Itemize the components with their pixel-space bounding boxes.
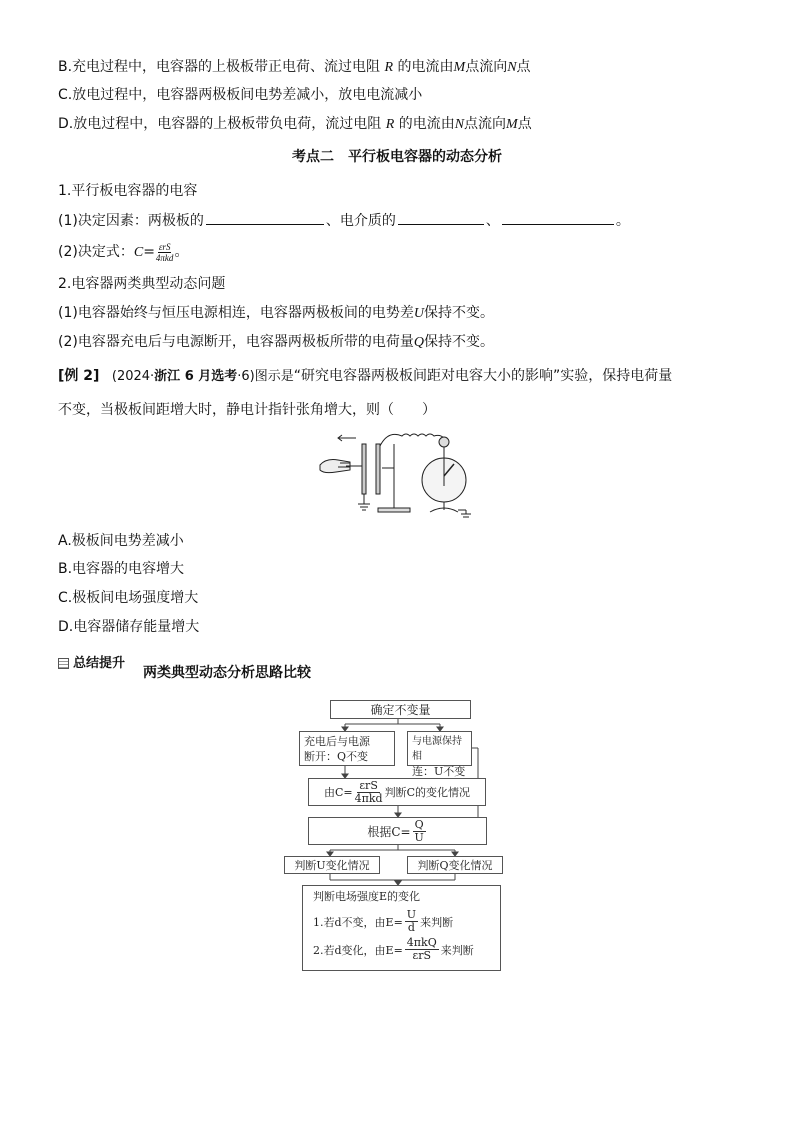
e-rule-1: 1.若d不变，由E= $\frac{U}{d}$ 来判断 [313,908,454,934]
example-tag: [例 2] [58,368,100,384]
option-a: A.极板间电势差减小 [58,533,184,549]
determining-factors: (1)决定因素：两极板的 、电介质的 、 。 [58,210,630,231]
example-stem-line1: [例 2] (2024·浙江 6 月选考·6)图示是“研究电容器两极板间距对电容大小的影响”实验，保持电荷量 [58,368,673,384]
summary-title: 两类典型动态分析思路比较 [143,665,311,681]
formula-fraction: $\frac{\text{εrS}}{\text{4πkd}}$ [155,241,174,263]
flow-fraction: εrS 4πkd [354,778,383,805]
example-stem-line2: 不变，当极板间距增大时，静电计指针张角增大，则（ ） [58,402,436,418]
flow-box-judge-u: 判断U变化情况 [284,856,380,874]
summary-label: 总结提升 [58,652,125,671]
e-rule-2: 2.若d变化，由E= 4πkQ εrS 来判断 [313,936,474,962]
flow-box-judge-c: 由C= εrS 4πkd 判断C的变化情况 [308,778,486,806]
dynamic-case-1: (1)电容器始终与恒压电源相连，电容器两极板间的电势差U保持不变。 [58,305,494,321]
option-d: D.放电过程中，电容器的上极板带负电荷，流过电阻 R 的电流由N点流向M点 [58,116,532,132]
option-b: B.电容器的电容增大 [58,561,185,577]
flow-fraction: $\frac{Q}{U}$ [414,817,424,844]
flow-fraction: 4πkQ εrS [406,936,437,962]
capacitance-formula: (2)决定式：C= $\frac{\text{εrS}}{\text{4πkd}}$ 。 [58,241,189,263]
flow-fraction: $\frac{U}{d}$ [406,908,417,934]
flow-box-determine-invariant: 确定不变量 [330,700,471,719]
dynamic-case-2: (2)电容器充电后与电源断开，电容器两极板所带的电荷量Q保持不变。 [58,334,494,350]
flow-box-judge-e: 判断电场强度E的变化 1.若d不变，由E= $\frac{U}{d}$ 来判断 2.若d变化，由E= 4πkQ εrS 来判断 [302,885,501,971]
option-d: D.电容器储存能量增大 [58,619,200,635]
option-b: B.充电过程中，电容器的上极板带正电荷、流过电阻 R 的电流由M点流向N点 [58,59,531,75]
flow-box-disconnected: 充电后与电源 断开：Q不变 [299,731,395,766]
flow-box-judge-q: 判断Q变化情况 [407,856,503,874]
flow-box-basis: 根据C= $\frac{Q}{U}$ [308,817,487,845]
option-c: C.极板间电场强度增大 [58,590,199,606]
section-title: 考点二 平行板电容器的动态分析 [292,149,502,165]
flow-box-connected: 与电源保持相 连：U不变 [407,731,472,766]
option-c: C.放电过程中，电容器两极板间电势差减小，放电电流减小 [58,87,423,103]
capacitance-heading: 1.平行板电容器的电容 [58,183,198,199]
dynamic-heading: 2.电容器两类典型动态问题 [58,276,226,292]
